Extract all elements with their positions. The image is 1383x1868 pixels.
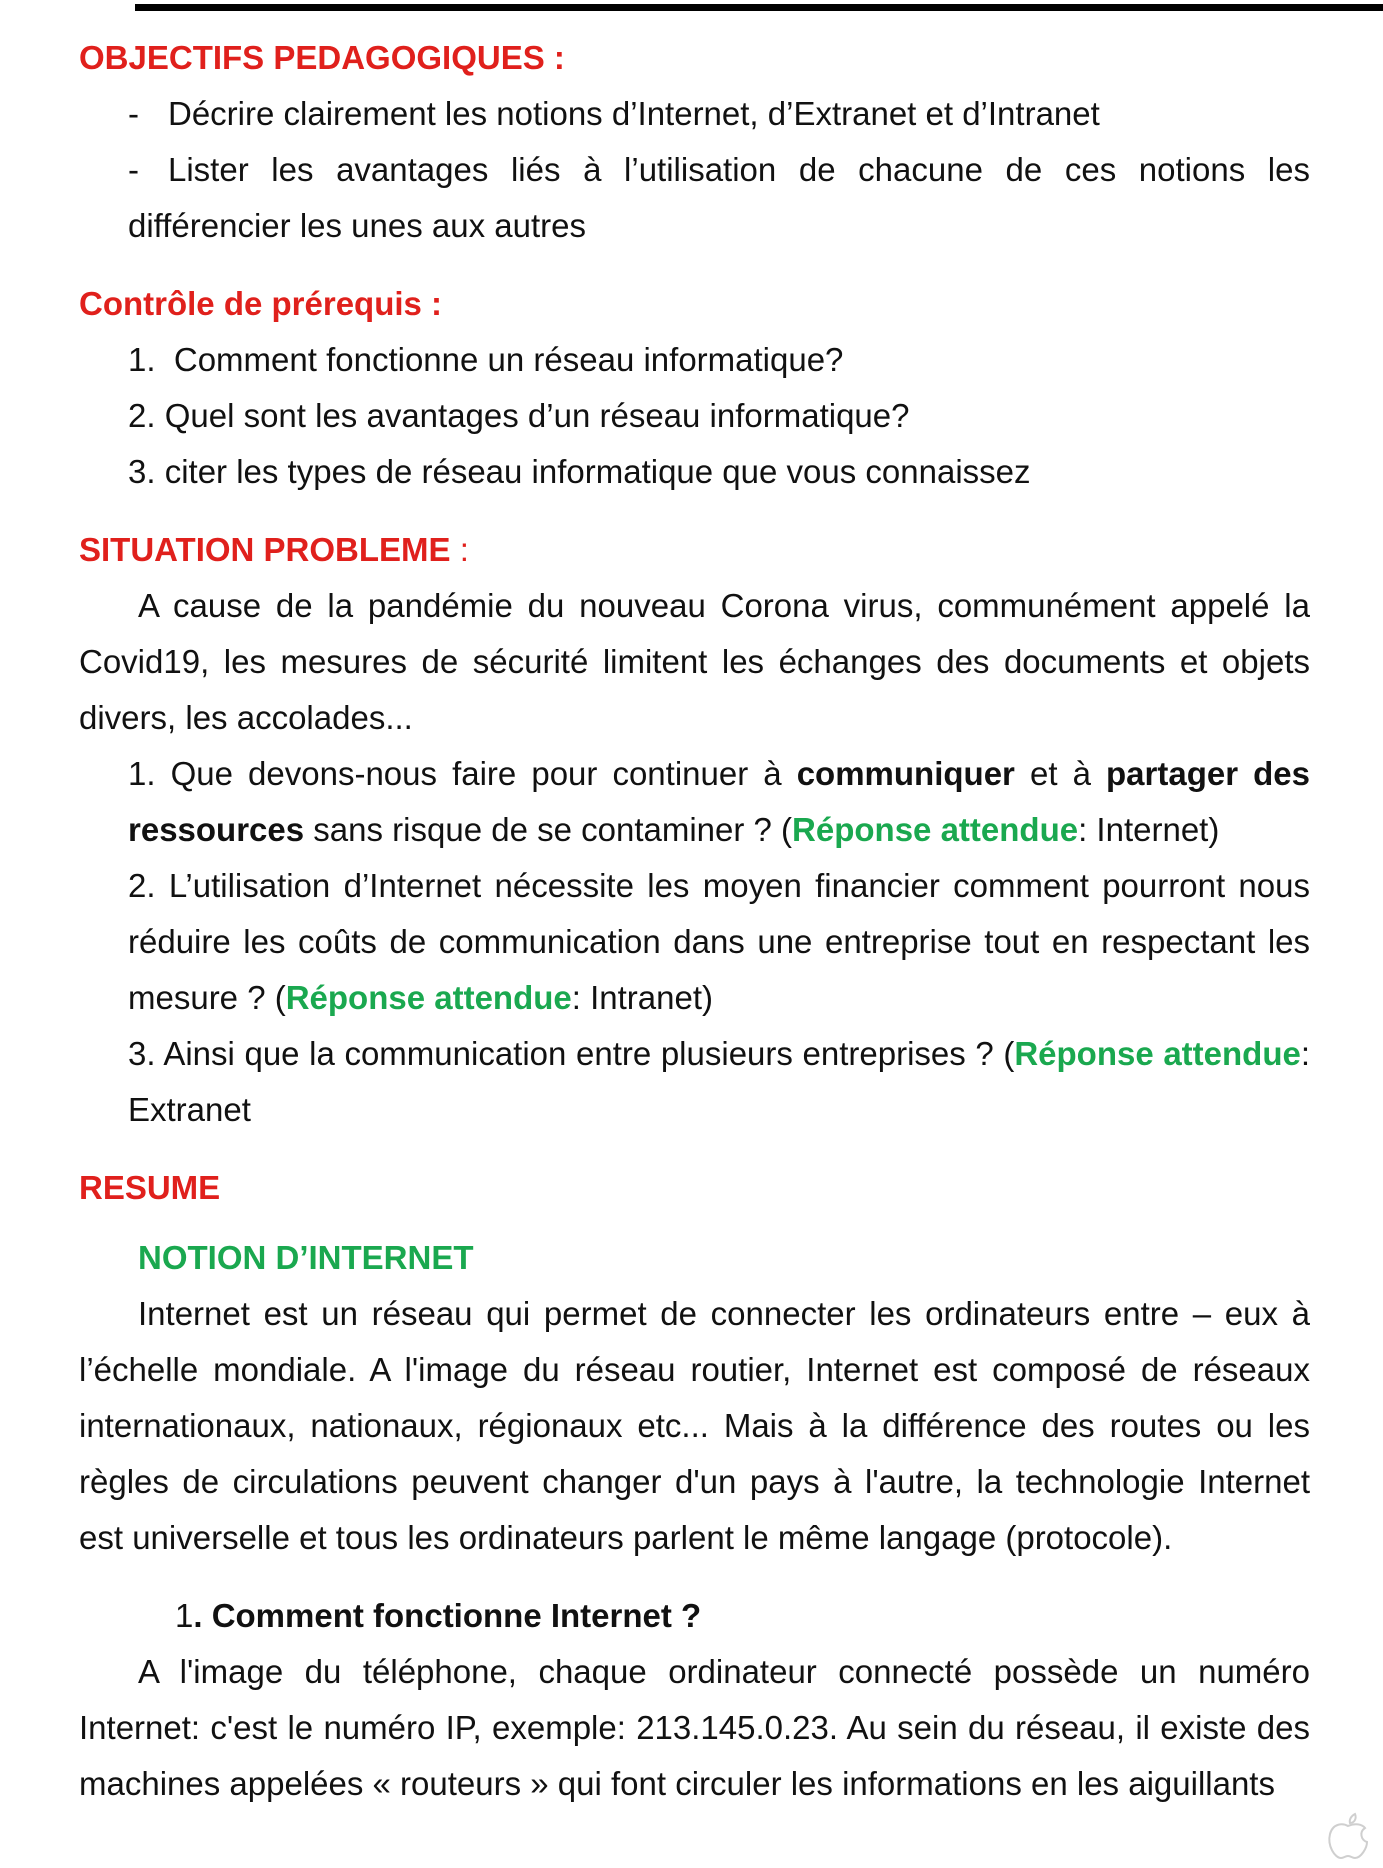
objectif-2-cont: différencier les unes aux autres bbox=[128, 207, 586, 244]
internet-paragraph: Internet est un réseau qui permet de connecter les ordinateurs entre – eux à l’échelle mondiale. A l'image du réseau routier, Internet est composé de réseaux internationaux, nationaux, régionaux etc... Mais à la différence des routes ou les règles de circulations peuvent changer d'un pays à l'autre, la technologie Internet est universelle et tous les ordinateurs parlent le même langage (protocole). bbox=[79, 1295, 1310, 1556]
subsection-title-internet: NOTION D’INTERNET bbox=[138, 1239, 474, 1276]
prerequis-3: 3. citer les types de réseau informatique que vous connaissez bbox=[128, 453, 1031, 490]
objectif-1: Décrire clairement les notions d’Internet, d’Extranet et d’Intranet bbox=[168, 95, 1100, 132]
prerequis-2: 2. Quel sont les avantages d’un réseau informatique? bbox=[128, 397, 910, 434]
situation-question-2: 2. L’utilisation d’Internet nécessite les moyen financier comment pourront nous réduire les coûts de communication dans une entreprise tout en respectant les mesure ? (Réponse attendue: Intranet) bbox=[128, 867, 1310, 1016]
list-item: - Décrire clairement les notions d’Internet, d’Extranet et d’Intranet bbox=[79, 86, 1310, 142]
situation-intro: A cause de la pandémie du nouveau Corona virus, communément appelé la Covid19, les mesures de sécurité limitent les échanges des documents et objets divers, les accolades... bbox=[79, 587, 1310, 736]
question-heading: 1. Comment fonctionne Internet ? bbox=[175, 1597, 702, 1634]
prerequis-1: 1. Comment fonctionne un réseau informatique? bbox=[128, 341, 844, 378]
fonctionnement-paragraph: A l'image du téléphone, chaque ordinateur connecté possède un numéro Internet: c'est le numéro IP, exemple: 213.145.0.23. Au sein du réseau, il existe des machines appelées « routeurs » qui font circuler les informations en les aiguillants bbox=[79, 1653, 1310, 1802]
section-title-resume: RESUME bbox=[79, 1169, 221, 1206]
situation-question-3: 3. Ainsi que la communication entre plusieurs entreprises ? (Réponse attendue: Extranet bbox=[128, 1035, 1311, 1128]
objectif-2: Lister les avantages liés à l’utilisation de chacune de ces notions les bbox=[168, 151, 1310, 188]
section-title-controle: Contrôle de prérequis : bbox=[79, 285, 443, 322]
section-title-objectifs: OBJECTIFS PEDAGOGIQUES : bbox=[79, 39, 565, 76]
apple-logo-icon bbox=[1325, 1810, 1371, 1862]
section-title-situation: SITUATION PROBLEME : bbox=[79, 531, 469, 568]
top-rule bbox=[135, 4, 1383, 11]
list-item: - Lister les avantages liés à l’utilisation de chacune de ces notions les bbox=[79, 142, 1310, 198]
document-page bbox=[79, 30, 1310, 1812]
situation-question-1: 1. Que devons-nous faire pour continuer à communiquer et à partager des ressources sans risque de se contaminer ? (Réponse attendue: Internet) bbox=[128, 755, 1310, 848]
